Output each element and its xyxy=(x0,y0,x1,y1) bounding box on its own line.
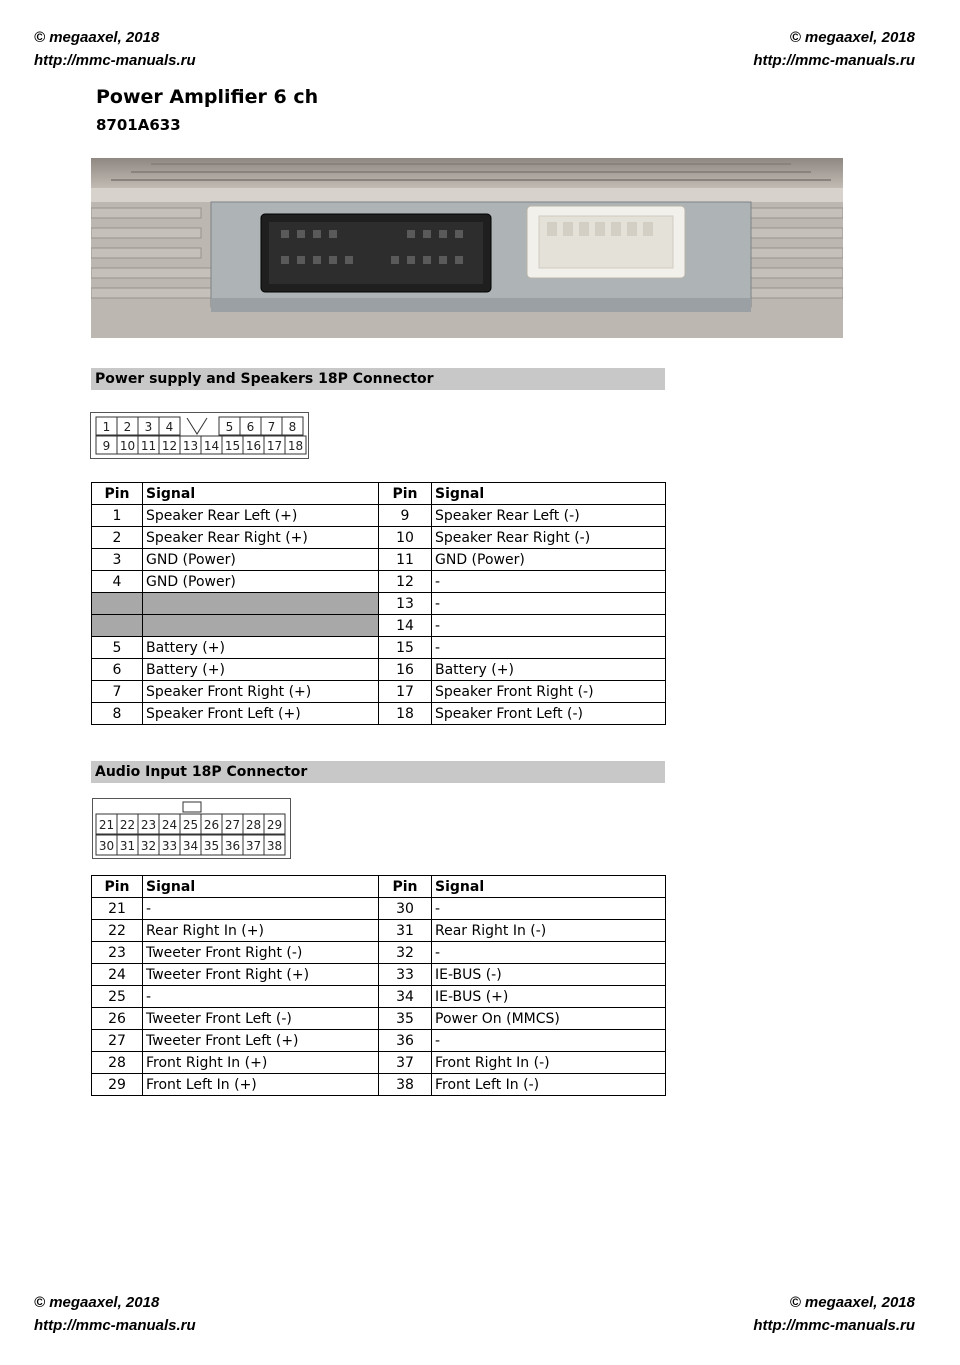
pin-cell: 10 xyxy=(379,527,432,549)
amplifier-photo xyxy=(91,158,843,338)
pin-cell: 3 xyxy=(92,549,143,571)
footer-left xyxy=(34,1291,196,1337)
connector-pin-label: 22 xyxy=(119,818,136,832)
table-row xyxy=(92,1008,666,1030)
signal-cell: Battery (+) xyxy=(143,637,379,659)
latch-icon xyxy=(183,802,201,812)
site-url[interactable]: http://mmc-manuals.ru xyxy=(753,1317,915,1334)
section-heading-audio: Audio Input 18P Connector xyxy=(91,761,665,783)
signal-cell: IE-BUS (-) xyxy=(432,964,666,986)
table-header-row xyxy=(92,876,666,898)
copyright-text: © megaaxel, 2018 xyxy=(789,29,915,46)
connector-pin-label: 17 xyxy=(266,439,283,453)
connector-pin-label: 5 xyxy=(225,420,234,434)
connector-pin-label: 32 xyxy=(140,839,157,853)
signal-cell: - xyxy=(432,898,666,920)
connector-pin-label: 30 xyxy=(98,839,115,853)
page-title: Power Amplifier 6 ch xyxy=(96,86,319,108)
signal-cell: Battery (+) xyxy=(143,659,379,681)
footer-right xyxy=(753,1291,915,1337)
pin-cell: 29 xyxy=(92,1074,143,1096)
pin-cell: 24 xyxy=(92,964,143,986)
pin-cell: 32 xyxy=(379,942,432,964)
connector-pin-label: 6 xyxy=(246,420,255,434)
signal-cell: - xyxy=(432,1030,666,1052)
signal-cell: Speaker Rear Left (+) xyxy=(143,505,379,527)
pin-cell: 26 xyxy=(92,1008,143,1030)
connector-pin-label: 3 xyxy=(144,420,153,434)
signal-cell: Speaker Rear Left (-) xyxy=(432,505,666,527)
pin-cell: 7 xyxy=(92,681,143,703)
pin-cell: 6 xyxy=(92,659,143,681)
col-signal: Signal xyxy=(143,483,379,505)
site-url[interactable]: http://mmc-manuals.ru xyxy=(753,52,915,69)
connector-18p-power-diagram xyxy=(90,412,310,460)
connector-pin-label: 34 xyxy=(182,839,199,853)
table-row xyxy=(92,920,666,942)
connector-pin-label: 27 xyxy=(224,818,241,832)
signal-cell xyxy=(143,615,379,637)
connector-pin-label: 7 xyxy=(267,420,276,434)
connector-pin-label: 28 xyxy=(245,818,262,832)
pin-cell: 37 xyxy=(379,1052,432,1074)
pin-cell: 23 xyxy=(92,942,143,964)
signal-cell: Rear Right In (-) xyxy=(432,920,666,942)
table-row xyxy=(92,681,666,703)
pin-cell: 28 xyxy=(92,1052,143,1074)
pin-cell: 9 xyxy=(379,505,432,527)
pin-cell: 5 xyxy=(92,637,143,659)
signal-cell: - xyxy=(143,898,379,920)
connector-pin-label: 18 xyxy=(287,439,304,453)
pin-cell: 2 xyxy=(92,527,143,549)
connector-pin-label: 38 xyxy=(266,839,283,853)
table-row xyxy=(92,659,666,681)
connector-pin-label: 1 xyxy=(102,420,111,434)
connector-pin-label: 4 xyxy=(165,420,174,434)
pin-cell: 21 xyxy=(92,898,143,920)
signal-cell: Speaker Rear Right (-) xyxy=(432,527,666,549)
pin-cell: 36 xyxy=(379,1030,432,1052)
site-url[interactable]: http://mmc-manuals.ru xyxy=(34,52,196,69)
key-notch-icon xyxy=(187,418,207,434)
signal-cell: GND (Power) xyxy=(143,549,379,571)
connector-18p-audio-diagram xyxy=(92,798,292,860)
col-pin: Pin xyxy=(92,483,143,505)
pin-cell: 4 xyxy=(92,571,143,593)
table-header-row xyxy=(92,483,666,505)
connector-pin-label: 25 xyxy=(182,818,199,832)
connector-pin-label: 8 xyxy=(288,420,297,434)
col-pin: Pin xyxy=(92,876,143,898)
signal-cell: Speaker Front Left (-) xyxy=(432,703,666,725)
col-signal: Signal xyxy=(143,876,379,898)
col-pin: Pin xyxy=(379,876,432,898)
pin-cell: 16 xyxy=(379,659,432,681)
signal-cell: - xyxy=(432,571,666,593)
signal-cell: - xyxy=(432,942,666,964)
table-row xyxy=(92,1052,666,1074)
signal-cell: Power On (MMCS) xyxy=(432,1008,666,1030)
pin-cell: 30 xyxy=(379,898,432,920)
signal-cell: Speaker Rear Right (+) xyxy=(143,527,379,549)
signal-cell: IE-BUS (+) xyxy=(432,986,666,1008)
table-row xyxy=(92,571,666,593)
signal-cell: Speaker Front Right (-) xyxy=(432,681,666,703)
header-right xyxy=(753,26,915,72)
connector-pin-label: 36 xyxy=(224,839,241,853)
connector-pin-label: 33 xyxy=(161,839,178,853)
pin-cell: 11 xyxy=(379,549,432,571)
copyright-text: © megaaxel, 2018 xyxy=(34,1294,160,1311)
connector-pin-label: 23 xyxy=(140,818,157,832)
signal-cell: Front Right In (-) xyxy=(432,1052,666,1074)
pin-cell: 33 xyxy=(379,964,432,986)
signal-cell: Rear Right In (+) xyxy=(143,920,379,942)
part-number: 8701A633 xyxy=(96,116,181,134)
signal-cell: - xyxy=(143,986,379,1008)
header-left xyxy=(34,26,196,72)
site-url[interactable]: http://mmc-manuals.ru xyxy=(34,1317,196,1334)
signal-cell: Front Left In (-) xyxy=(432,1074,666,1096)
pin-cell: 17 xyxy=(379,681,432,703)
pin-cell: 27 xyxy=(92,1030,143,1052)
connector-pin-label: 11 xyxy=(140,439,157,453)
signal-cell: Tweeter Front Right (+) xyxy=(143,964,379,986)
connector-pin-label: 13 xyxy=(182,439,199,453)
connector-pin-label: 12 xyxy=(161,439,178,453)
connector-pin-label: 15 xyxy=(224,439,241,453)
table-row xyxy=(92,1074,666,1096)
table-row xyxy=(92,942,666,964)
signal-cell: Battery (+) xyxy=(432,659,666,681)
connector-pin-label: 10 xyxy=(119,439,136,453)
table-row xyxy=(92,898,666,920)
copyright-text: © megaaxel, 2018 xyxy=(34,29,160,46)
connector-pin-label: 2 xyxy=(123,420,132,434)
table-row xyxy=(92,505,666,527)
table-row xyxy=(92,964,666,986)
connector-pin-label: 16 xyxy=(245,439,262,453)
pin-cell: 34 xyxy=(379,986,432,1008)
signal-cell: Tweeter Front Right (-) xyxy=(143,942,379,964)
connector-pin-label: 31 xyxy=(119,839,136,853)
pin-cell: 35 xyxy=(379,1008,432,1030)
pin-cell: 15 xyxy=(379,637,432,659)
connector-pin-label: 14 xyxy=(203,439,220,453)
signal-cell: GND (Power) xyxy=(143,571,379,593)
signal-cell: Speaker Front Right (+) xyxy=(143,681,379,703)
table-row xyxy=(92,986,666,1008)
pin-cell xyxy=(92,615,143,637)
pin-cell: 25 xyxy=(92,986,143,1008)
signal-cell: Speaker Front Left (+) xyxy=(143,703,379,725)
table-row xyxy=(92,615,666,637)
signal-cell: - xyxy=(432,615,666,637)
col-signal: Signal xyxy=(432,876,666,898)
signal-cell: Front Right In (+) xyxy=(143,1052,379,1074)
pin-cell xyxy=(92,593,143,615)
pin-cell: 38 xyxy=(379,1074,432,1096)
table-row xyxy=(92,593,666,615)
pin-cell: 22 xyxy=(92,920,143,942)
signal-cell: Front Left In (+) xyxy=(143,1074,379,1096)
copyright-text: © megaaxel, 2018 xyxy=(789,1294,915,1311)
connector-pin-label: 26 xyxy=(203,818,220,832)
pin-cell: 13 xyxy=(379,593,432,615)
pinout-table-power xyxy=(91,482,666,725)
table-row xyxy=(92,527,666,549)
section-heading-power: Power supply and Speakers 18P Connector xyxy=(91,368,665,390)
pin-cell: 14 xyxy=(379,615,432,637)
pin-cell: 12 xyxy=(379,571,432,593)
signal-cell: GND (Power) xyxy=(432,549,666,571)
col-signal: Signal xyxy=(432,483,666,505)
signal-cell: Tweeter Front Left (+) xyxy=(143,1030,379,1052)
table-row xyxy=(92,637,666,659)
table-row xyxy=(92,703,666,725)
pin-cell: 31 xyxy=(379,920,432,942)
signal-cell: Tweeter Front Left (-) xyxy=(143,1008,379,1030)
table-row xyxy=(92,549,666,571)
connector-pin-label: 37 xyxy=(245,839,262,853)
connector-pin-label: 9 xyxy=(102,439,111,453)
pin-cell: 8 xyxy=(92,703,143,725)
table-row xyxy=(92,1030,666,1052)
col-pin: Pin xyxy=(379,483,432,505)
signal-cell xyxy=(143,593,379,615)
connector-pin-label: 29 xyxy=(266,818,283,832)
signal-cell: - xyxy=(432,593,666,615)
connector-pin-label: 21 xyxy=(98,818,115,832)
connector-pin-label: 24 xyxy=(161,818,178,832)
pin-cell: 18 xyxy=(379,703,432,725)
pinout-table-audio xyxy=(91,875,666,1096)
pin-cell: 1 xyxy=(92,505,143,527)
signal-cell: - xyxy=(432,637,666,659)
connector-pin-label: 35 xyxy=(203,839,220,853)
